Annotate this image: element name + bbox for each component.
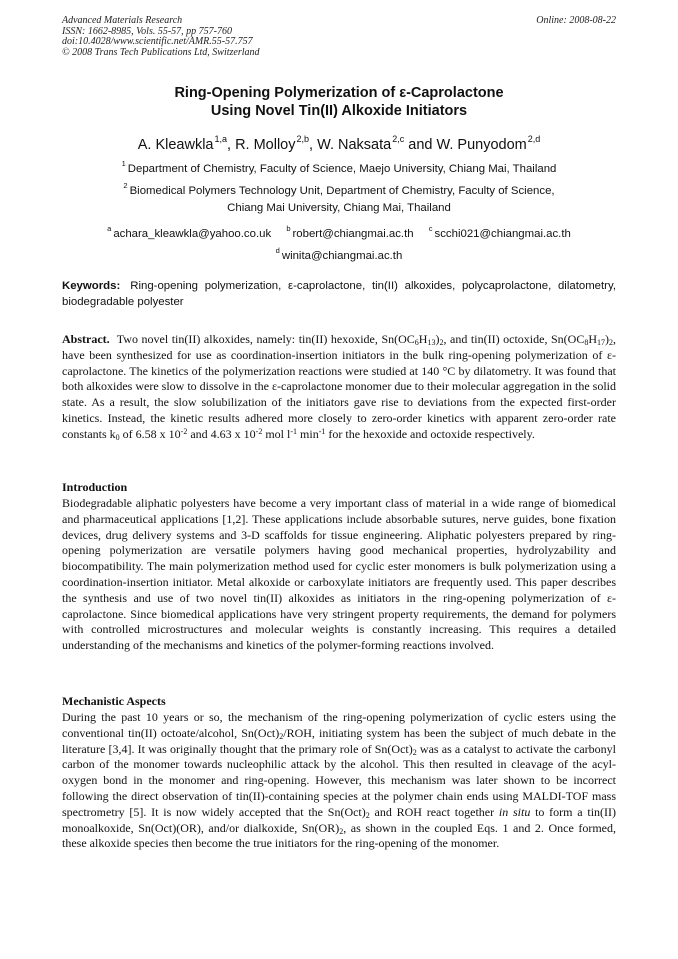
keywords-text: Ring-opening polymerization, ε-caprolactone, tin(II) alkoxides, polycaprolactone, dilatometry, biodegradable polyester	[62, 280, 616, 308]
author-affiliation-mark: 1,a	[214, 134, 227, 144]
email-row-2	[62, 244, 616, 263]
paper-title	[62, 84, 616, 120]
affiliation-2	[62, 179, 616, 198]
abstract-paragraph: Abstract. Two novel tin(II) alkoxides, namely: tin(II) hexoxide, $Sn(OC_6H_{13})_2$, and tin(II) octoxide, $Sn(OC_8H_{17})_2$, have been synthesized for use as coordination-insertion initiators in the bulk ring-opening polymerization of ε-caprolactone. The kinetics of the polymerization reactions were studied at 140 °C by dilatometry. It was found that both alkoxides were slow to dissolve in the ε-caprolactone monomer due to their molecular aggregation in the solid state. As a result, the slow solubilization of the initiators gave rise to deviations from the expected first-order kinetics. Instead, the kinetic results adhered more closely to zero-order kinetics with apparent zero-order rate constants $k_0$ of 6.58 x $10^{-2}$ and 4.63 x $10^{-2}$ mol $l^{-1}$ $\min^{-1}$ for the hexoxide and octoxide respectively.	[62, 332, 617, 442]
author-separator: ,	[227, 137, 236, 153]
author-affiliation-mark: 2,d	[527, 134, 541, 144]
author-separator: and	[404, 137, 437, 153]
affiliation-text: Biomedical Polymers Technology Unit, Department of Chemistry, Faculty of Science,	[129, 185, 555, 197]
author-affiliation-mark: 2,c	[392, 134, 405, 144]
mechanistic-heading: Mechanistic Aspects	[62, 694, 166, 708]
email-a[interactable]: $^a$ achara_kleawkla@yahoo.co.uk	[107, 224, 272, 240]
email-row	[62, 222, 616, 241]
author-separator: ,	[309, 137, 318, 153]
affiliation-mark: 2	[123, 181, 128, 190]
introduction-paragraph: Biodegradable aliphatic polyesters have become a very important class of material in a wide range of biomedical and pharmaceutical applications [1,2]. These applications include absorbable sutures, nerve guides, bone fixation devices, drug delivery systems and 3-D scaffolds for tissue engineering. Aliphatic polyesters prepared by ring-opening polymerization are versatile polymers having good mechanical properties, hydrolyzability and biocompatibility. The main polymerization method used for cyclic ester monomers is bulk polymerization using a coordination-insertion initiator. Metal alkoxide or carboxylate initiators are frequently used. This paper describes the synthesis and use of two novel tin(II) alkoxides as initiators in the ring-opening polymerization of ε-caprolactone. Since biomedical applications have very stringent property requirements, the demand for polymers with controlled microstructures and molecular weights is constantly increasing. This requires a detailed understanding of the mechanisms and kinetics of the polymer-forming reactions involved.	[62, 496, 616, 653]
email-mark: c	[428, 224, 433, 233]
affiliation-2-continued: Chiang Mai University, Chiang Mai, Thailand	[227, 202, 451, 214]
email-mark: b	[286, 224, 291, 233]
abstract-label: Abstract.	[62, 332, 110, 346]
author-list	[62, 130, 616, 154]
email-mark: a	[107, 224, 112, 233]
email-b[interactable]: $^b$ robert@chiangmai.ac.th	[286, 224, 414, 240]
doi-line[interactable]: doi:10.4028/www.scientific.net/AMR.55-57.757	[62, 36, 253, 48]
copyright-line: © 2008 Trans Tech Publications Ltd, Switzerland	[62, 46, 260, 58]
author-name: R. Molloy	[235, 137, 296, 153]
journal-header	[62, 16, 442, 58]
affiliation-mark: 1	[121, 159, 126, 168]
affiliation-text: Department of Chemistry, Faculty of Science, Maejo University, Chiang Mai, Thailand	[127, 163, 557, 175]
email-d[interactable]: $^d$ winita@chiangmai.ac.th	[275, 246, 403, 262]
issn-line: ISSN: 1662-8985, Vols. 55-57, pp 757-760	[62, 25, 232, 37]
author-name: A. Kleawkla	[137, 137, 214, 153]
author-name: W. Punyodom	[436, 137, 527, 153]
online-date: Online: 2008-08-22	[536, 15, 616, 26]
affiliation-1	[62, 157, 616, 176]
author-affiliation-mark: 2,b	[296, 134, 310, 144]
email-c[interactable]: $^c$ scchi021@chiangmai.ac.th	[428, 224, 571, 240]
keywords-block	[62, 279, 616, 310]
title-line-2: Using Novel Tin(II) Alkoxide Initiators	[210, 103, 468, 119]
title-line-1: Ring-Opening Polymerization of ε-Caprolactone	[174, 85, 504, 101]
keywords-label: Keywords:	[62, 280, 121, 292]
introduction-heading: Introduction	[62, 480, 128, 494]
email-mark: d	[275, 246, 280, 255]
author-name: W. Naksata	[317, 137, 392, 153]
mechanistic-paragraph: During the past 10 years or so, the mechanism of the ring-opening polymerization of cyclic esters using the conventional tin(II) octoate/alcohol, $Sn(Oct)_2$/ROH, initiating system has been the subject of much debate in the literature [3,4]. It was originally thought that the primary role of $Sn(Oct)_2$ was as a catalyst to activate the carbonyl carbon of the monomer towards nucleophilic attack by the alcohol. This then resulted in cleavage of the acyl-oxygen bond in the monomer and ring-opening. However, this mechanism was later shown to be incorrect following the direct observation of tin(II)-containing species at the polymer chain ends using MALDI-TOF mass spectrometry [5]. It is now widely accepted that the $Sn(Oct)_2$ and ROH react together in situ to form a tin(II) monoalkoxide, Sn(Oct)(OR), and/or dialkoxide, $Sn(OR)_2$, as shown in the coupled Eqs. 1 and 2. Once formed, these alkoxide species then become the true initiators for the ring-opening of the monomer.	[62, 710, 617, 851]
journal-name: Advanced Materials Research	[62, 15, 183, 26]
